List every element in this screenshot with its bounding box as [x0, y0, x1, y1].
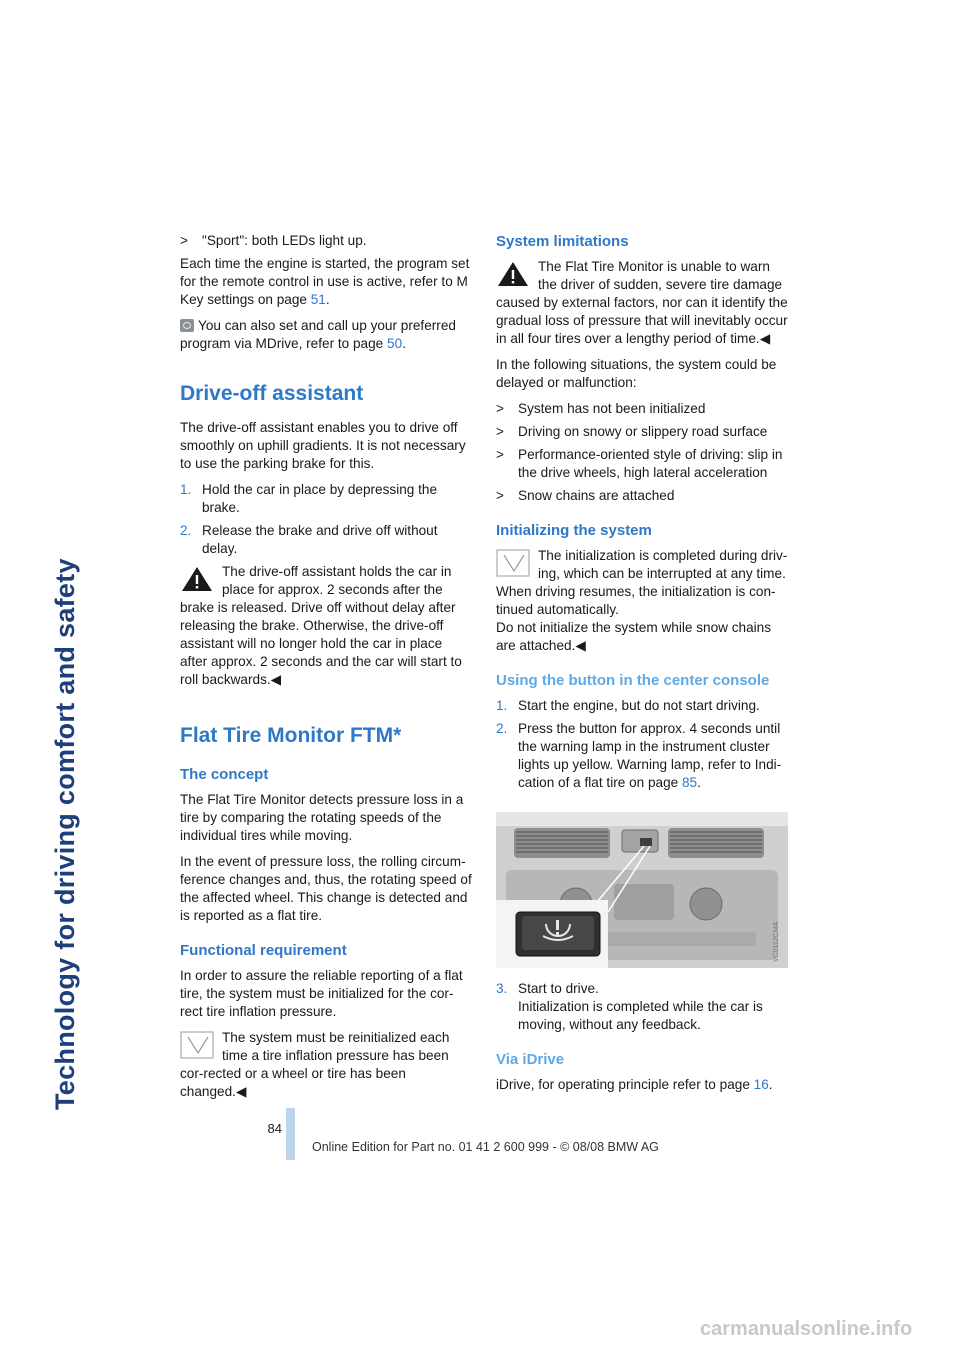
- step-text: Start the engine, but do not start driving.: [518, 698, 760, 713]
- end-marker: ◀: [575, 638, 586, 653]
- drive-off-heading: Drive-off assistant: [180, 382, 364, 405]
- note-arrow-icon: [180, 1031, 214, 1059]
- drive-off-intro: The drive-off assistant enables you to drive off smoothly on uphill gradients. It is not necessary to use the parking brake for this.: [180, 420, 466, 471]
- step-number: 2.: [180, 523, 192, 538]
- program-paragraph: Each time the engine is started, the program set for the remote control in use is active, refer to M Key settings on page 51.: [180, 256, 470, 307]
- limitations-intro: In the following situations, the system could be delayed or malfunction:: [496, 357, 777, 390]
- warning-triangle-icon: [180, 565, 214, 593]
- init-heading: Initializing the system: [496, 522, 652, 539]
- sport-item: "Sport": both LEDs light up.: [202, 233, 367, 248]
- button-heading: Using the button in the center console: [496, 672, 770, 689]
- watermark: carmanualsonline.info: [700, 1318, 913, 1340]
- list-item: [496, 980, 788, 1034]
- step-number: 1.: [180, 482, 192, 497]
- limitation-text: System has not been initialized: [518, 401, 706, 416]
- note-text: The initialization is completed during driv-ing, which can be interrupted at any time. When driving resumes, the initialization is con-tinued automatically.: [496, 548, 788, 617]
- ftm-heading: Flat Tire Monitor FTM*: [180, 724, 402, 747]
- list-item: [496, 400, 788, 418]
- left-column: [180, 232, 472, 1109]
- step-text: Release the brake and drive off without delay.: [202, 523, 438, 556]
- reinitialize-note: [180, 1029, 472, 1101]
- step-number: 3.: [496, 981, 508, 996]
- step-text: Press the button for approx. 4 seconds until the warning lamp in the instrument cluster lights up yellow. Warning lamp, refer to Indi-cation of a flat tire on page: [518, 721, 782, 790]
- list-item: [496, 423, 788, 441]
- concept-paragraph-2: In the event of pressure loss, the rolling circum-ference changes and, thus, the rotating speed of the affected wheel. This change is detected and is reported as a flat tire.: [180, 854, 472, 923]
- end-marker: ◀: [235, 1084, 247, 1099]
- list-item: [180, 232, 472, 250]
- page-number: 84: [267, 1121, 282, 1136]
- note-text: The system must be reinitialized each time a tire inflation pressure has been cor-rected or a wheel or tire has been changed.: [180, 1030, 450, 1099]
- step-text: Hold the car in place by depressing the brake.: [202, 482, 438, 515]
- warning-triangle-icon: [496, 260, 530, 288]
- limitations-warning: [496, 258, 788, 348]
- bullet-marker: >: [496, 401, 504, 416]
- right-column: [496, 232, 788, 1102]
- list-item: [496, 446, 788, 482]
- end-marker: ◀: [759, 331, 771, 346]
- end-marker: ◀: [270, 672, 282, 687]
- center-console-photo: [496, 812, 788, 968]
- limitations-heading: System limitations: [496, 233, 629, 250]
- mdrive-paragraph: You can also set and call up your preferred program via MDrive, refer to page 50.: [180, 318, 456, 351]
- concept-paragraph-1: The Flat Tire Monitor detects pressure loss in a tire by comparing the rotating speeds of the individual tires while moving.: [180, 792, 464, 843]
- list-item: [180, 481, 472, 517]
- functional-paragraph: In order to assure the reliable reporting of a flat tire, the system must be initialized for the cor-rect tire inflation pressure.: [180, 968, 463, 1019]
- step-text-2: Initialization is completed while the car is moving, without any feedback.: [518, 999, 763, 1032]
- program-text: Each time the engine is started, the program set for the remote control in use is active, refer to M Key settings on page: [180, 256, 470, 307]
- bullet-marker: >: [496, 488, 504, 503]
- limitation-text: Driving on snowy or slippery road surface: [518, 424, 768, 439]
- step-number: 1.: [496, 698, 508, 713]
- idrive-heading: Via iDrive: [496, 1051, 565, 1068]
- warning-text: The Flat Tire Monitor is unable to warn the driver of sudden, severe tire damage caused by external factors, nor can it identify the gradual loss of pressure that will inevitably occur in all four tires over a lengthy period of time.: [496, 259, 788, 346]
- page-link-85[interactable]: 85: [682, 775, 698, 790]
- note-text-2: Do not initialize the system while snow chains are attached.: [496, 620, 772, 653]
- functional-requirement-heading: Functional requirement: [180, 942, 347, 959]
- page-link-50[interactable]: 50: [387, 336, 403, 351]
- idrive-paragraph: iDrive, for operating principle refer to page 16.: [496, 1077, 773, 1092]
- init-note: [496, 547, 788, 655]
- limitation-text: Performance-oriented style of driving: slip in the drive wheels, high lateral acceleration: [518, 447, 783, 480]
- step-text-container: [518, 980, 788, 1034]
- step-number: 2.: [496, 721, 508, 736]
- footer-edition: Online Edition for Part no. 01 41 2 600 999 - © 08/08 BMW AG: [312, 1140, 659, 1154]
- step-text: Start to drive.: [518, 981, 599, 996]
- list-item: [496, 697, 788, 715]
- bullet-marker: >: [496, 424, 504, 439]
- page-link-51[interactable]: 51: [310, 292, 326, 307]
- photo-code: VC0112CMA: [773, 921, 780, 962]
- limitation-text: Snow chains are attached: [518, 488, 675, 503]
- bullet-marker: >: [496, 447, 504, 462]
- bullet-marker: >: [180, 233, 188, 248]
- page-link-16[interactable]: 16: [753, 1077, 769, 1092]
- step-text-container: Press the button for approx. 4 seconds until the warning lamp in the instrument cluster lights up yellow. Warning lamp, refer to Indi-cation of a flat tire on page 85.: [518, 721, 782, 790]
- note-arrow-icon: [496, 549, 530, 577]
- mdrive-icon: [180, 319, 194, 332]
- mdrive-text: You can also set and call up your preferred program via MDrive, refer to page: [180, 318, 456, 351]
- idrive-text: iDrive, for operating principle refer to page: [496, 1077, 750, 1092]
- drive-off-warning: [180, 563, 472, 689]
- console-illustration: [496, 812, 788, 968]
- footer-bar: [286, 1108, 295, 1160]
- concept-heading: The concept: [180, 766, 269, 783]
- list-item: [180, 522, 472, 558]
- side-title: Technology for driving comfort and safety: [50, 558, 80, 1110]
- list-item: [496, 720, 788, 792]
- warning-text: The drive-off assistant holds the car in place for approx. 2 seconds after the brake is released. Drive off without delay after releasing the brake. Otherwise, the drive-off assistant will no longer hold the car in place after approx. 2 seconds and the car will start to roll backwards.: [180, 564, 462, 687]
- list-item: [496, 487, 788, 505]
